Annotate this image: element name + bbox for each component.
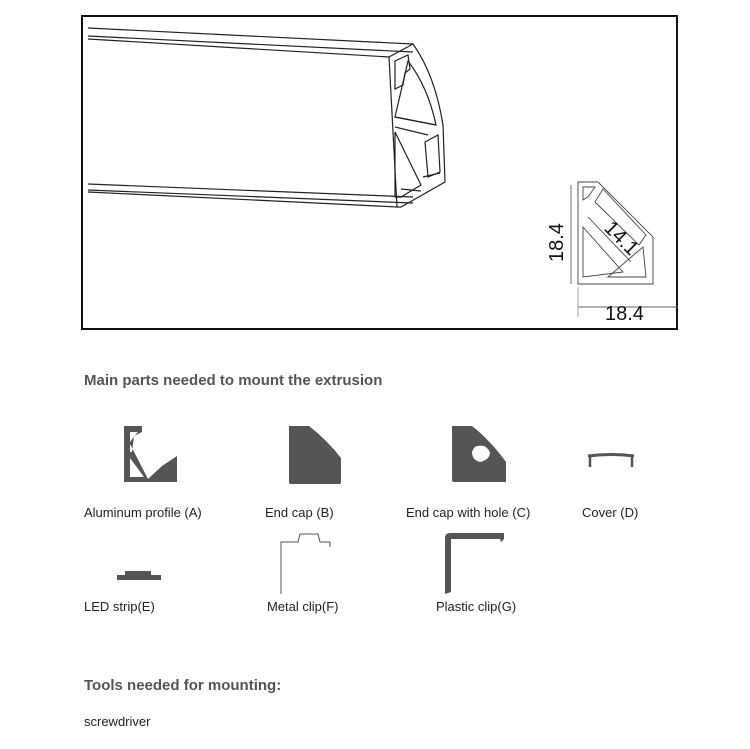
width-dimension: 18.4 [605, 303, 644, 325]
part-label-d: Cover (D) [582, 505, 639, 520]
diagonal-dimension: 14.1 [599, 216, 643, 261]
aluminum-profile-icon [122, 424, 180, 484]
end-cap-hole-icon [450, 424, 508, 484]
part-label-c: End cap with hole (C) [406, 505, 531, 520]
height-dimension: 18.4 [546, 223, 568, 262]
metal-clip-icon [278, 530, 334, 596]
plastic-clip-icon [442, 530, 506, 596]
end-cap-icon [287, 424, 343, 486]
cover-icon [586, 452, 638, 470]
part-label-g: Plastic clip(G) [436, 599, 517, 614]
part-label-e: LED strip(E) [84, 599, 155, 614]
extrusion-3d-drawing [83, 17, 680, 332]
part-label-b: End cap (B) [265, 505, 334, 520]
part-label-f: Metal clip(F) [267, 599, 339, 614]
tools-heading: Tools needed for mounting: [84, 677, 282, 694]
main-parts-heading: Main parts needed to mount the extrusion [84, 372, 383, 389]
led-strip-icon [116, 570, 162, 582]
tool-item-screwdriver: screwdriver [84, 714, 151, 729]
part-label-a: Aluminum profile (A) [84, 505, 202, 520]
technical-drawing [81, 15, 678, 330]
